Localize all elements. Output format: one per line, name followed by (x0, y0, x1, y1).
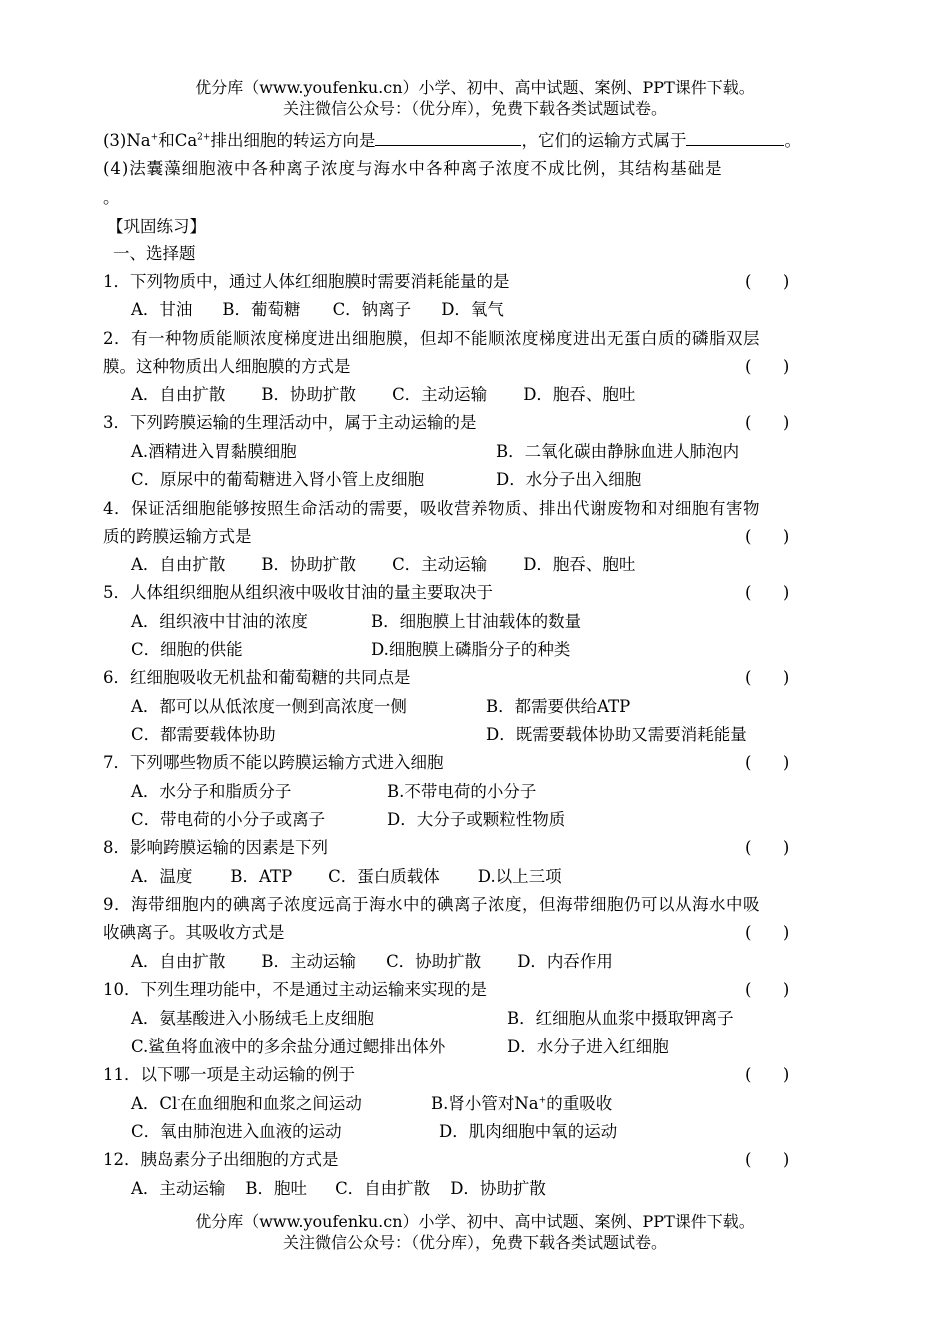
option[interactable]: C．主动运输 (392, 555, 488, 574)
option[interactable]: A．自由扩散 (131, 385, 226, 404)
option[interactable]: C.鲨鱼将血液中的多余盐分通过鳃排出体外 (131, 1037, 446, 1056)
question-1-stem: 1．下列物质中，通过人体红细胞膜时需要消耗能量的是 (103, 272, 510, 291)
question-3-fill: (3)Na+和$Ca^{2+}$排出细胞的转运方向是 ，它们的运输方式属于 。 (103, 131, 801, 150)
question-12-options (131, 1178, 546, 1200)
answer-blank[interactable] (686, 129, 784, 146)
option[interactable]: D．既需要载体协助又需要消耗能量 (486, 725, 747, 744)
option[interactable]: D．氧气 (441, 300, 504, 319)
answer-blank[interactable] (375, 129, 521, 146)
answer-paren[interactable]: ( ) (745, 583, 790, 602)
option[interactable]: D．肌肉细胞中氧的运动 (439, 1122, 618, 1141)
header-line-1: 优分库（www.youfenku.cn）小学、初中、高中试题、案例、PPT课件下载。 (195, 78, 755, 97)
question-3-stem: 3．下列跨膜运输的生理活动中，属于主动运输的是 (103, 413, 477, 432)
option[interactable]: A．自由扩散 (131, 555, 226, 574)
answer-paren[interactable]: ( ) (745, 980, 790, 999)
option[interactable]: D．内吞作用 (517, 952, 613, 971)
question-4-stem: 4．保证活细胞能够按照生命活动的需要，吸收营养物质、排出代谢废物和对细胞有害物 (103, 499, 760, 518)
option[interactable]: A．Cl-在血细胞和血浆之间运动 (131, 1094, 362, 1113)
section-subtitle: 一、选择题 (113, 244, 196, 263)
option[interactable]: D．协助扩散 (450, 1179, 546, 1198)
answer-paren[interactable]: ( ) (745, 413, 790, 432)
option[interactable]: B．协助扩散 (261, 555, 357, 574)
question-8-stem: 8．影响跨膜运输的因素是下列 (103, 838, 328, 857)
option[interactable]: A．组织液中甘油的浓度 (131, 612, 308, 631)
answer-paren[interactable]: ( ) (745, 1065, 790, 1084)
option[interactable]: C．带电荷的小分子或离子 (131, 810, 326, 829)
question-2-stem-cont: 膜。这种物质出人细胞膜的方式是 (103, 357, 351, 376)
question-2-stem: 2．有一种物质能顺浓度梯度进出细胞膜，但却不能顺浓度梯度进出无蛋白质的磷脂双层 (103, 329, 760, 348)
question-11-stem: 11．以下哪一项是主动运输的例于 (103, 1065, 355, 1084)
answer-paren[interactable]: ( ) (745, 527, 790, 546)
option[interactable]: A．氨基酸进入小肠绒毛上皮细胞 (131, 1009, 374, 1028)
option[interactable]: B．都需要供给ATP (486, 697, 631, 716)
option[interactable]: D．水分子出入细胞 (496, 470, 642, 489)
answer-paren[interactable]: ( ) (745, 668, 790, 687)
footer-line-2: 关注微信公众号：（优分库），免费下载各类试题试卷。 (282, 1233, 667, 1252)
option[interactable]: B．协助扩散 (261, 385, 357, 404)
option[interactable]: A．都可以从低浓度一侧到高浓度一侧 (131, 697, 407, 716)
page-footer (0, 1211, 950, 1253)
option[interactable]: A．温度 (131, 867, 193, 886)
question-7-stem: 7．下列哪些物质不能以跨膜运输方式进入细胞 (103, 753, 444, 772)
option[interactable]: B.肾小管对Na+的重吸收 (431, 1094, 613, 1113)
header-line-2: 关注微信公众号：（优分库），免费下载各类试题试卷。 (282, 99, 667, 118)
question-10-stem: 10．下列生理功能中，不是通过主动运输来实现的是 (103, 980, 487, 999)
option[interactable]: C．细胞的供能 (131, 640, 243, 659)
question-4-stem-cont: 质的跨膜运输方式是 (103, 527, 252, 546)
section-title: 【巩固练习】 (107, 217, 206, 236)
option[interactable]: D．胞吞、胞吐 (523, 385, 636, 404)
option[interactable]: B．ATP (230, 867, 293, 886)
question-9-stem: 9．海带细胞内的碘离子浓度远高于海水中的碘离子浓度，但海带细胞仍可以从海水中吸 (103, 895, 760, 914)
option[interactable]: C．钠离子 (332, 300, 412, 319)
option[interactable]: D.以上三项 (477, 867, 562, 886)
answer-paren[interactable]: ( ) (745, 1150, 790, 1169)
answer-paren[interactable]: ( ) (745, 272, 790, 291)
option[interactable]: C．氧由肺泡进入血液的运动 (131, 1122, 342, 1141)
option[interactable]: C．主动运输 (392, 385, 488, 404)
question-4-fill: (4)法囊藻细胞液中各种离子浓度与海水中各种离子浓度不成比例，其结构基础是 (103, 159, 723, 178)
option[interactable]: B．二氧化碳由静脉血进人肺泡内 (496, 442, 740, 461)
option[interactable]: C．协助扩散 (386, 952, 482, 971)
answer-paren[interactable]: ( ) (745, 357, 790, 376)
option[interactable]: A．水分子和脂质分子 (131, 782, 292, 801)
answer-paren[interactable]: ( ) (745, 753, 790, 772)
question-8-options (131, 866, 562, 888)
question-6-stem: 6．红细胞吸收无机盐和葡萄糖的共同点是 (103, 668, 411, 687)
question-12-stem: 12．胰岛素分子出细胞的方式是 (103, 1150, 339, 1169)
page-header (0, 77, 950, 119)
option[interactable]: B．葡萄糖 (222, 300, 301, 319)
question-1-options (131, 299, 504, 321)
question-9-options (131, 951, 613, 973)
question-9-stem-cont: 收碘离子。其吸收方式是 (103, 923, 285, 942)
option[interactable]: A．主动运输 (131, 1179, 226, 1198)
option[interactable]: C．原尿中的葡萄糖进入肾小管上皮细胞 (131, 470, 425, 489)
option[interactable]: B．胞吐 (245, 1179, 308, 1198)
option[interactable]: D．胞吞、胞吐 (523, 555, 636, 574)
question-5-stem: 5．人体组织细胞从组织液中吸收甘油的量主要取决于 (103, 583, 493, 602)
option[interactable]: D．水分子进入红细胞 (507, 1037, 669, 1056)
option[interactable]: C．蛋白质载体 (328, 867, 440, 886)
answer-paren[interactable]: ( ) (745, 838, 790, 857)
answer-paren[interactable]: ( ) (745, 923, 790, 942)
option[interactable]: C．都需要载体协助 (131, 725, 276, 744)
option[interactable]: D.细胞膜上磷脂分子的种类 (371, 640, 571, 659)
question-4-end: 。 (103, 188, 120, 207)
question-4-options (131, 554, 635, 576)
option[interactable]: D．大分子或颗粒性物质 (387, 810, 566, 829)
option[interactable]: B．主动运输 (261, 952, 357, 971)
footer-line-1: 优分库（www.youfenku.cn）小学、初中、高中试题、案例、PPT课件下载。 (195, 1212, 755, 1231)
option[interactable]: B.不带电荷的小分子 (387, 782, 537, 801)
option[interactable]: A．自由扩散 (131, 952, 226, 971)
option[interactable]: B．红细胞从血浆中摄取钾离子 (507, 1009, 734, 1028)
option[interactable]: C．自由扩散 (335, 1179, 431, 1198)
option[interactable]: A．甘油 (131, 300, 193, 319)
question-2-options (131, 384, 635, 406)
option[interactable]: A.酒精进入胃黏膜细胞 (131, 442, 297, 461)
option[interactable]: B．细胞膜上甘油载体的数量 (371, 612, 582, 631)
